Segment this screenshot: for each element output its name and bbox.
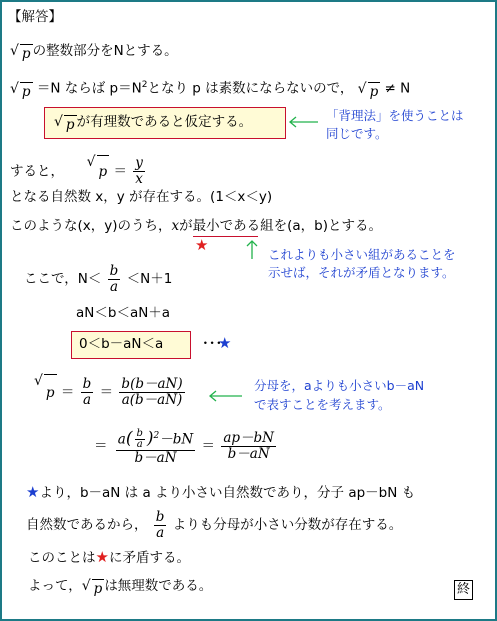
sqrt-p: √ p — [357, 80, 379, 100]
note-same: 同じです。 — [326, 126, 388, 141]
line1-text: の整数部分をNとする。 — [32, 43, 178, 59]
answer-heading: 【解答】 — [8, 9, 62, 25]
blue-star-icon: ★ — [26, 483, 40, 501]
sqrt-p: √ p — [87, 155, 110, 188]
line-aN-inequality: aN＜b＜aN＋a — [76, 305, 171, 321]
ellipsis: ･･･ — [202, 336, 223, 352]
blue-star-icon: ★ — [218, 334, 232, 352]
arrow-left-icon — [206, 388, 244, 404]
arrow-up-icon — [244, 238, 260, 260]
line-rewrite-fraction: √ p ＝ $\frac{b}{a}$ ＝ $\frac{b(b-aN)}{a(b-aN)}$ — [34, 374, 187, 411]
sqrt-p: √ p — [81, 578, 103, 597]
inner-fraction-b-over-a: $\frac{b}{a}$ — [136, 428, 143, 451]
fraction-expanded: $\frac{b(b-aN)}{a(b-aN)}$ — [121, 376, 183, 408]
line2-text-c: ≠ N — [384, 80, 411, 97]
sqrt-p: √ p — [54, 114, 75, 133]
note-express: で表すことを考えます。 — [254, 397, 391, 412]
red-star-icon: ★ — [195, 236, 209, 254]
line-integer-part — [10, 42, 178, 63]
line-conclusion: よって， √ p は無理数である。 — [28, 578, 213, 597]
note-smaller-pair: これよりも小さい組があることを — [268, 247, 456, 262]
assumption-text: √ p が有理数であると仮定する。 — [54, 114, 253, 133]
fraction-y-over-x: $\frac{y}{x}$ — [135, 155, 143, 187]
line-natural-numbers: となる自然数 x，y が存在する。(1＜x＜y) — [10, 189, 273, 205]
line2-text-a: N ならば p＝N — [50, 80, 142, 97]
sqrt-p: √ p — [10, 80, 31, 100]
arrow-left-icon — [286, 114, 320, 130]
key-inequality-text: 0＜b－aN＜a — [79, 336, 164, 352]
line-smaller-denominator: 自然数であるから， $\frac{b}{a}$ よりも分母が小さい分数が存在する。 — [26, 508, 403, 541]
note-denominator: 分母を，aよりも小さいb－aN — [254, 378, 425, 393]
line2-text-b: となり p は素数にならないので， — [147, 80, 354, 97]
fraction-b-over-a: $\frac{b}{a}$ — [82, 376, 92, 408]
note-proof-by-contradiction: 「背理法」を使うことは — [326, 108, 464, 123]
line-contradicts-star: このことは★に矛盾する。 — [28, 548, 190, 566]
end-mark: 終 — [454, 580, 473, 600]
line-if-equal: √ p ＝N ならば $p=N^2$となり p は素数にならないので， √ p ≠ N — [10, 80, 411, 100]
red-star-icon: ★ — [95, 548, 109, 566]
line-minimum-pair: このような(x，y)のうち，xが最小である組を(a，b)とする。 — [10, 218, 383, 234]
line-inequality: ここで，N＜ $\frac{b}{a}$ ＜N＋1 — [24, 262, 173, 295]
line-then: すると， √ p ＝ $\frac{y}{x}$ — [10, 154, 143, 187]
fraction-b-over-a: $\frac{b}{a}$ — [155, 508, 165, 541]
sqrt-p: √ p — [10, 43, 31, 62]
line-numerator-natural: ★より，b－aN は a より小さい自然数であり，分子 ap－bN も — [26, 483, 416, 501]
line-final-fraction: ＝ a( $\frac{b}{a}$ )$^2$－bN b－aN ＝ $\frac{ap-bN}{b-aN}$ — [94, 425, 278, 467]
fraction-b-over-a: $\frac{b}{a}$ — [109, 262, 119, 295]
fraction-b-squared: a( $\frac{b}{a}$ )$^2$－bN b－aN — [116, 426, 195, 467]
fraction-ap-bN: $\frac{ap-bN}{b-aN}$ — [223, 429, 274, 462]
note-contradiction: 示せば，それが矛盾となります。 — [268, 265, 455, 280]
sqrt-p: √ p — [34, 374, 57, 411]
